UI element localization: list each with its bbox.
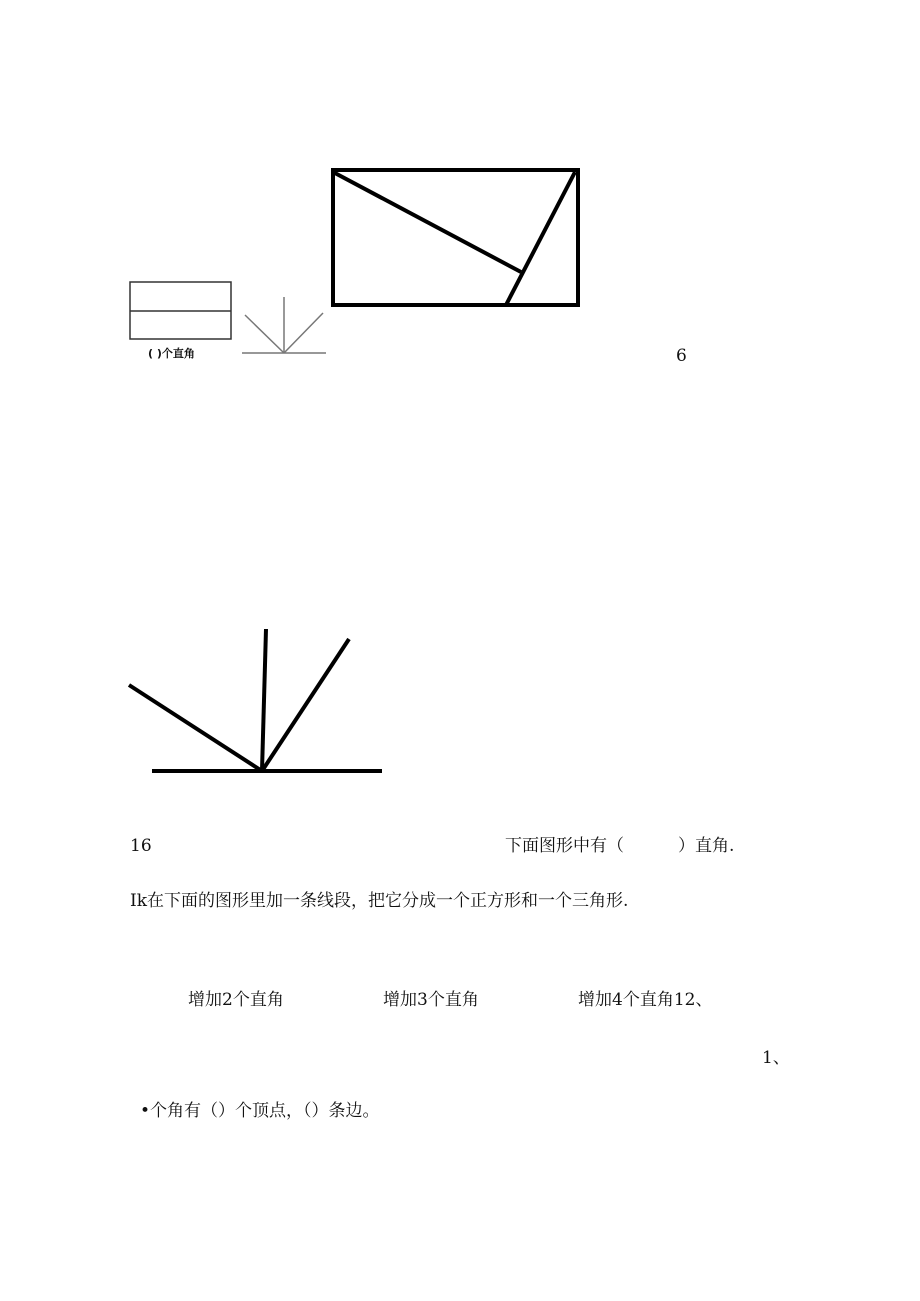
number-16: 16 xyxy=(130,836,152,856)
angle-rays-figure xyxy=(126,626,386,776)
number-1: 1、 xyxy=(762,1048,790,1068)
right-angle-question: 下面图形中有（ ）直角. xyxy=(505,836,735,856)
number-6: 6 xyxy=(676,346,687,366)
add-4-right-angles: 增加4个直角12、 xyxy=(578,990,713,1010)
ray-fan-figure xyxy=(240,295,330,357)
split-shape-question: Ik在下面的图形里加一条线段，把它分成一个正方形和一个三角形. xyxy=(130,891,629,911)
angle-vertex-question: •个角有（）个顶点，（）条边。 xyxy=(140,1101,380,1121)
add-2-right-angles: 增加2个直角 xyxy=(188,990,284,1010)
large-rectangle-figure xyxy=(330,167,582,309)
small-rectangle-figure xyxy=(128,281,233,341)
add-3-right-angles: 增加3个直角 xyxy=(383,990,479,1010)
right-angle-count-label: ( )个直角 xyxy=(148,347,195,360)
